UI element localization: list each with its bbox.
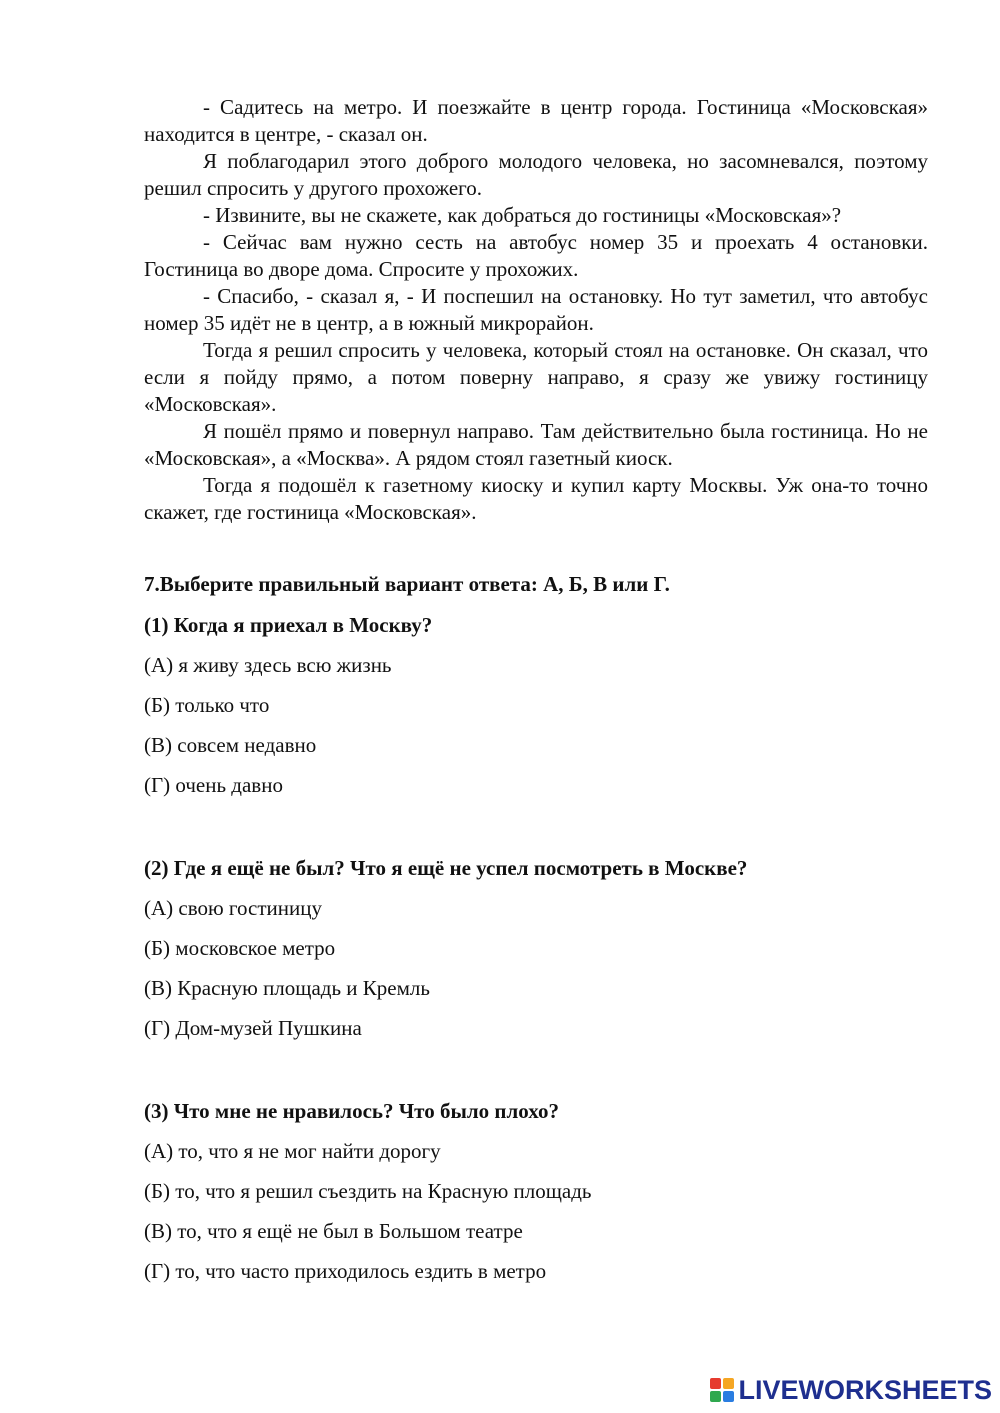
story-paragraph: - Сейчас вам нужно сесть на автобус номер 35 и проехать 4 остановки. Гостиница во дворе дома. Спросите у прохожих.	[144, 230, 928, 281]
liveworksheets-watermark	[710, 1375, 992, 1405]
logo-square	[723, 1391, 734, 1402]
answer-option-v[interactable]: (В) Красную площадь и Кремль	[144, 976, 430, 1000]
answer-option-b[interactable]: (Б) московское метро	[144, 936, 336, 960]
question-2	[144, 855, 928, 1055]
answer-option-a[interactable]: (А) свою гостиницу	[144, 896, 322, 920]
answer-option-v[interactable]: (В) совсем недавно	[144, 733, 317, 757]
logo-square	[710, 1391, 721, 1402]
liveworksheets-logo-text: LIVEWORKSHEETS	[738, 1375, 992, 1405]
logo-square	[723, 1378, 734, 1389]
story-text	[144, 94, 928, 526]
story-paragraph: Тогда я подошёл к газетному киоску и купил карту Москвы. Уж она-то точно скажет, где гостиница «Московская».	[144, 473, 928, 524]
question-3	[144, 1098, 928, 1298]
answer-option-g[interactable]: (Г) Дом-музей Пушкина	[144, 1016, 362, 1040]
question-1	[144, 612, 928, 812]
answer-option-b[interactable]: (Б) только что	[144, 693, 270, 717]
answer-option-a[interactable]: (А) я живу здесь всю жизнь	[144, 653, 392, 677]
answer-option-b[interactable]: (Б) то, что я решил съездить на Красную площадь	[144, 1179, 592, 1203]
story-paragraph: - Спасибо, - сказал я, - И поспешил на остановку. Но тут заметил, что автобус номер 35 идёт не в центр, а в южный микрорайон.	[144, 284, 928, 335]
story-paragraph: - Извините, вы не скажете, как добраться до гостиницы «Московская»?	[203, 203, 842, 227]
question-title: (3) Что мне не нравилось? Что было плохо?	[144, 1099, 559, 1123]
task-title: 7.Выберите правильный вариант ответа: А, Б, В или Г.	[144, 572, 670, 596]
story-paragraph: - Садитесь на метро. И поезжайте в центр города. Гостиница «Московская» находится в центре, - сказал он.	[144, 95, 928, 146]
story-paragraph: Я поблагодарил этого доброго молодого человека, но засомневался, поэтому решил спросить у другого прохожего.	[144, 149, 928, 200]
question-title: (2) Где я ещё не был? Что я ещё не успел посмотреть в Москве?	[144, 856, 748, 880]
answer-option-v[interactable]: (В) то, что я ещё не был в Большом театре	[144, 1219, 523, 1243]
logo-square	[710, 1378, 721, 1389]
story-paragraph: Тогда я решил спросить у человека, который стоял на остановке. Он сказал, что если я пойду прямо, а потом поверну направо, я сразу же увижу гостиницу «Московская».	[144, 338, 928, 416]
answer-option-g[interactable]: (Г) то, что часто приходилось ездить в метро	[144, 1259, 547, 1283]
liveworksheets-logo-icon	[710, 1378, 734, 1402]
answer-option-a[interactable]: (А) то, что я не мог найти дорогу	[144, 1139, 441, 1163]
question-title: (1) Когда я приехал в Москву?	[144, 613, 433, 637]
story-paragraph: Я пошёл прямо и повернул направо. Там действительно была гостиница. Но не «Московская», а «Москва». А рядом стоял газетный киоск.	[144, 419, 928, 470]
answer-option-g[interactable]: (Г) очень давно	[144, 773, 283, 797]
